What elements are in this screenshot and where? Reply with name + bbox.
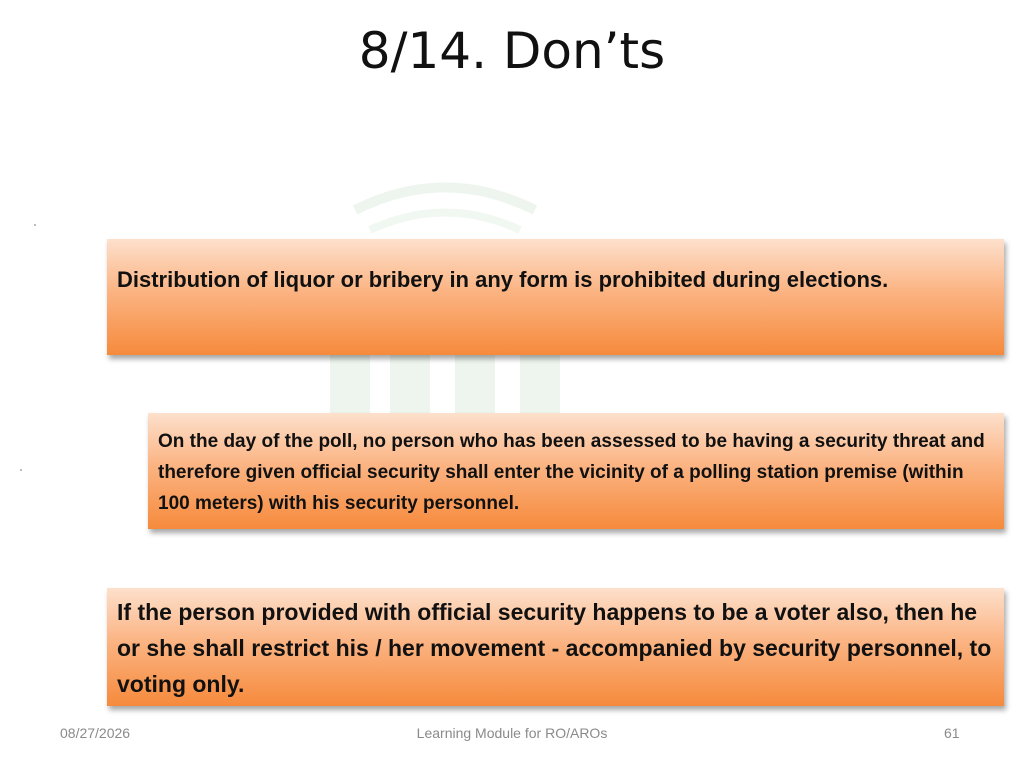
decorative-dot (34, 224, 36, 226)
dont-point-2: On the day of the poll, no person who has been assessed to be having a security threat and therefore given official security shall enter the vicinity of a polling station premise (within 100 meters) with his security personnel. (148, 413, 1004, 529)
footer-module-name: Learning Module for RO/AROs (416, 725, 608, 741)
slide-title: 8/14. Don’ts (358, 22, 666, 80)
decorative-dot (20, 469, 22, 471)
footer-page-number: 61 (944, 725, 960, 741)
footer-date: 08/27/2026 (60, 725, 131, 741)
dont-point-3: If the person provided with official security happens to be a voter also, then he or she shall restrict his / her movement - accompanied by security personnel, to voting only. (107, 588, 1004, 706)
dont-point-1: Distribution of liquor or bribery in any form is prohibited during elections. (107, 239, 1004, 355)
